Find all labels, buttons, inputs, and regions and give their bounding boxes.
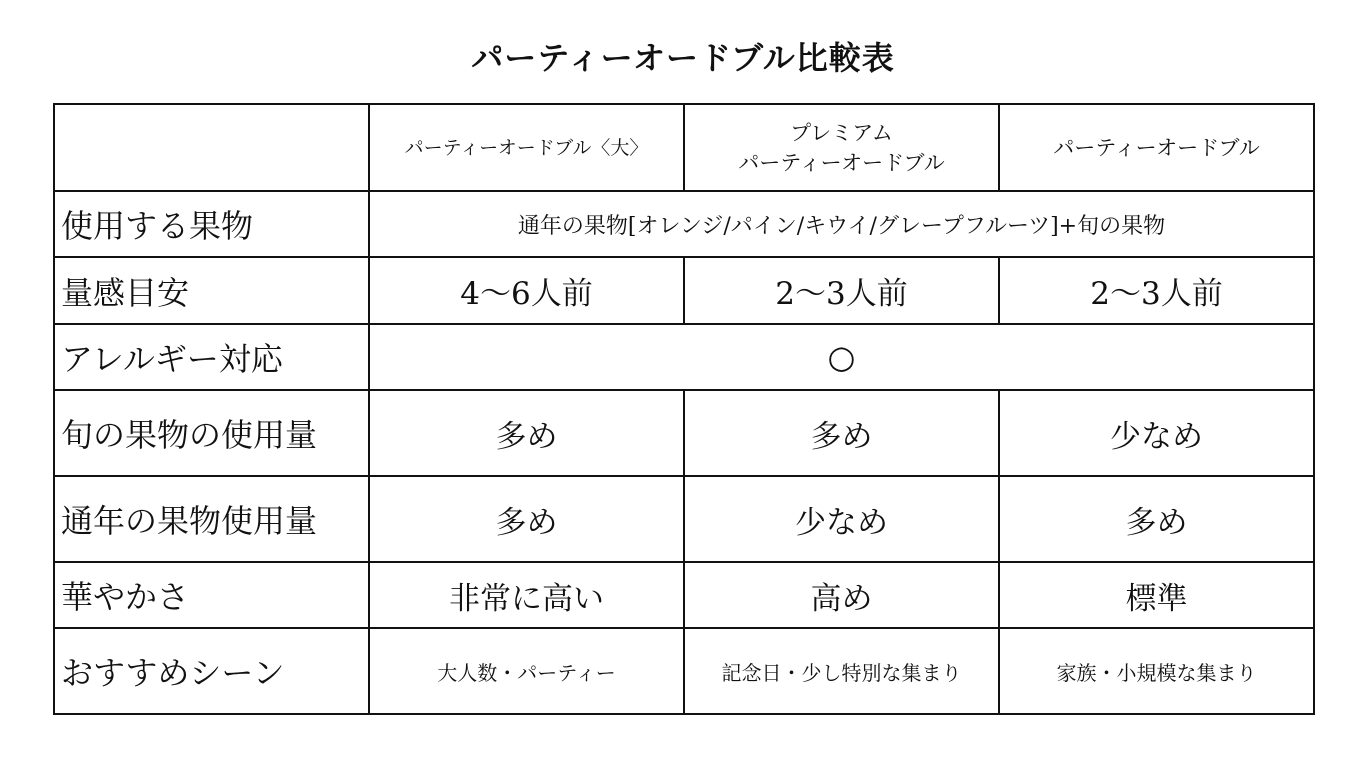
table-row — [54, 324, 1314, 390]
row-label: 華やかさ — [54, 562, 369, 628]
table-cell: 2〜3人前 — [684, 257, 999, 324]
comparison-table — [53, 103, 1315, 715]
table-row — [54, 257, 1314, 324]
header-label: パーティーオードブル — [1053, 135, 1260, 160]
table-cell: 4〜6人前 — [369, 257, 684, 324]
table-header-row — [54, 104, 1314, 191]
header-cell-large-platter — [369, 104, 684, 191]
table-row — [54, 476, 1314, 562]
header-corner-cell — [54, 104, 369, 191]
table-cell: 非常に高い — [369, 562, 684, 628]
table-cell: 多め — [684, 390, 999, 476]
table-cell: 高め — [684, 562, 999, 628]
row-label: アレルギー対応 — [54, 324, 369, 390]
page-title: パーティーオードブル比較表 — [471, 39, 895, 77]
table-cell: 多め — [999, 476, 1314, 562]
table-cell: 記念日・少し特別な集まり — [684, 628, 999, 714]
table-cell: ○ — [369, 324, 1314, 390]
table-cell: 大人数・パーティー — [369, 628, 684, 714]
table-row — [54, 191, 1314, 257]
table-row — [54, 390, 1314, 476]
table-row — [54, 562, 1314, 628]
table-cell: 2〜3人前 — [999, 257, 1314, 324]
table-cell: 多め — [369, 390, 684, 476]
header-cell-standard-platter — [999, 104, 1314, 191]
row-label: おすすめシーン — [54, 628, 369, 714]
row-label: 使用する果物 — [54, 191, 369, 257]
header-label: パーティーオードブル〈大〉 — [404, 136, 649, 159]
row-label: 量感目安 — [54, 257, 369, 324]
table-cell: 多め — [369, 476, 684, 562]
row-label: 旬の果物の使用量 — [54, 390, 369, 476]
header-label-line2: パーティーオードブル — [738, 150, 945, 175]
table-cell: 少なめ — [684, 476, 999, 562]
row-label: 通年の果物使用量 — [54, 476, 369, 562]
table-cell: 標準 — [999, 562, 1314, 628]
header-cell-premium-platter — [684, 104, 999, 191]
table-cell: 通年の果物[オレンジ/パイン/キウイ/グレープフルーツ]+旬の果物 — [369, 191, 1314, 257]
header-label-line1: プレミアム — [790, 120, 893, 145]
table-row — [54, 628, 1314, 714]
table-cell: 少なめ — [999, 390, 1314, 476]
table-cell: 家族・小規模な集まり — [999, 628, 1314, 714]
